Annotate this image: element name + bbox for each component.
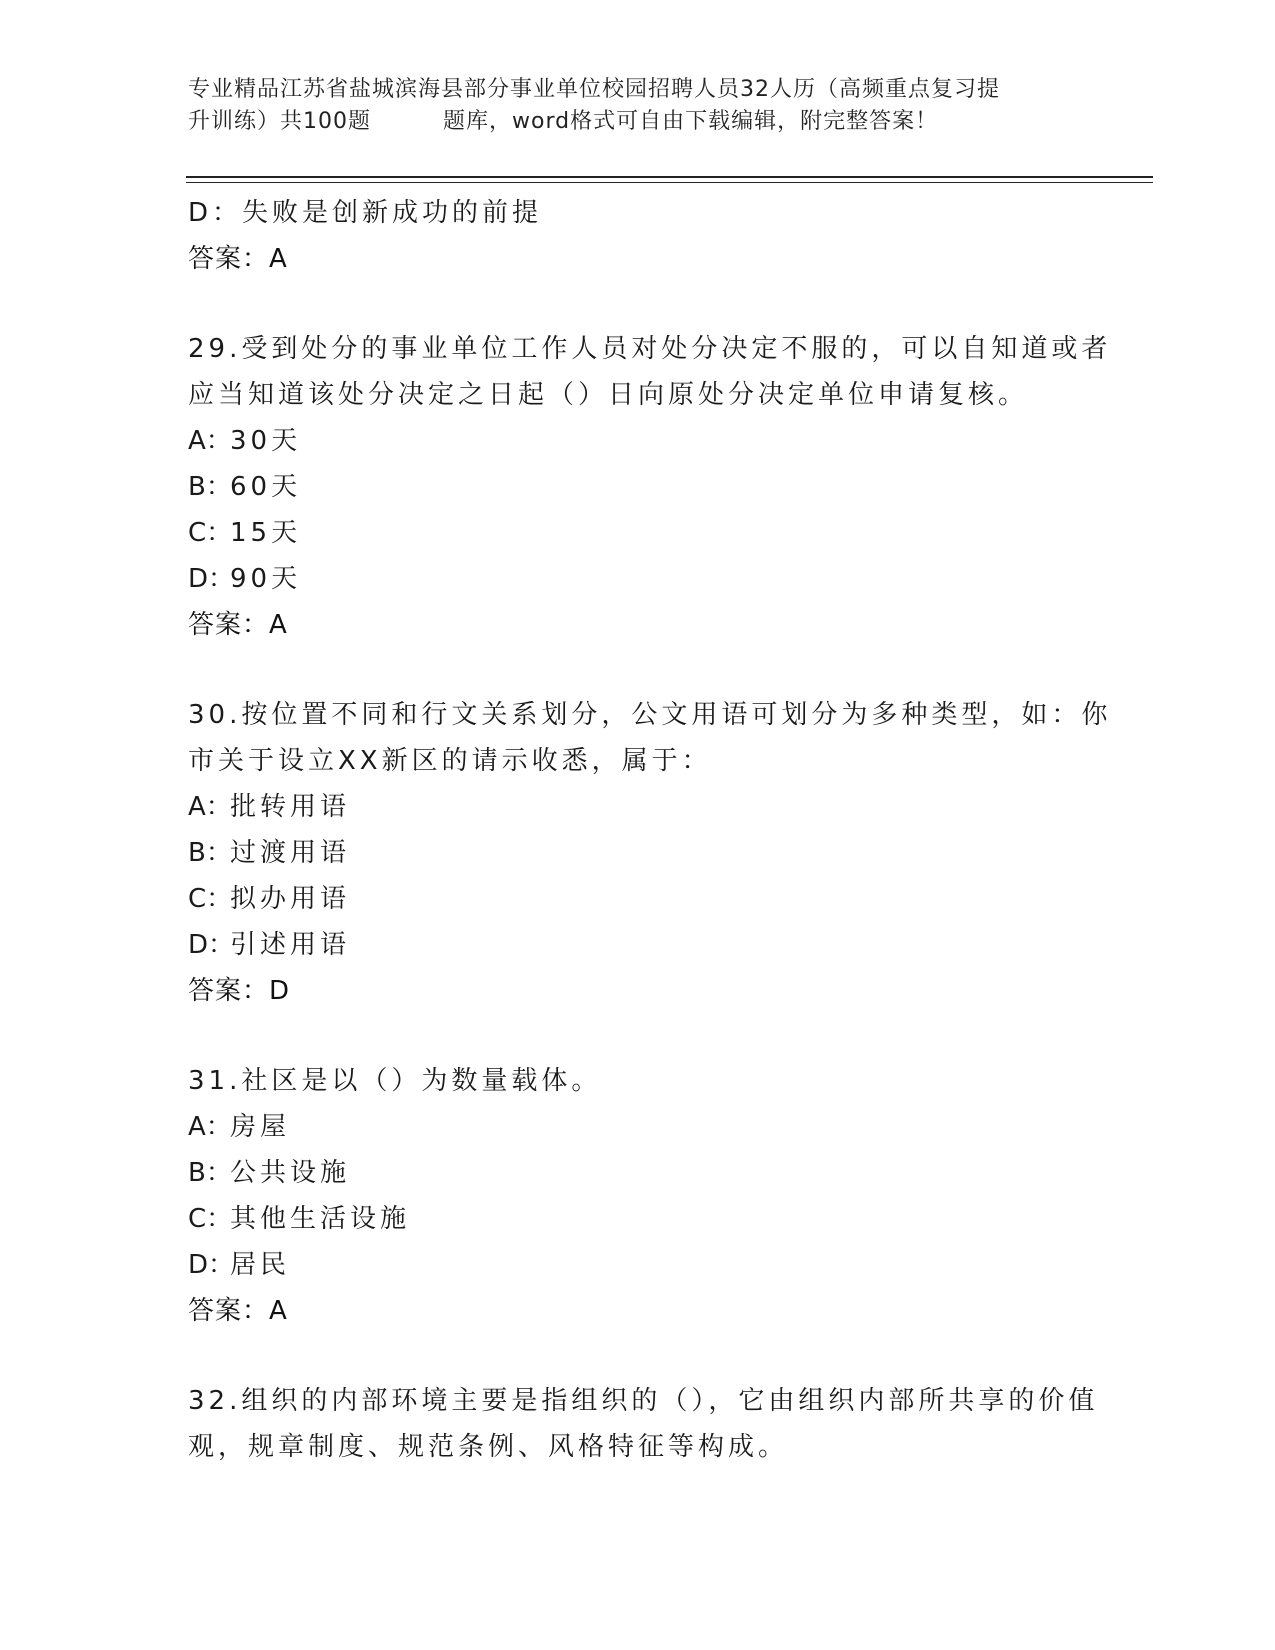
- option-text: 过渡用语: [230, 838, 351, 868]
- option-text: 批转用语: [230, 792, 351, 822]
- question-stem: [188, 692, 1112, 784]
- question-30: [188, 692, 1112, 1014]
- header-title-line-2: [188, 106, 1088, 138]
- option-text: 公共设施: [230, 1158, 351, 1188]
- question-answer: 答案：D: [188, 976, 291, 1006]
- option-text: 房屋: [230, 1112, 291, 1142]
- option-key: C：: [188, 1204, 233, 1234]
- option-d: [188, 922, 1088, 968]
- option-text: 90天: [230, 564, 302, 594]
- prev-question-option-d: D：失败是创新成功的前提: [188, 198, 543, 228]
- option-key: A：: [188, 426, 232, 456]
- header-title-part-b: 题库，word格式可自由下载编辑，附完整答案！: [443, 109, 939, 134]
- option-text: 居民: [230, 1250, 291, 1280]
- option-key: C：: [188, 884, 233, 914]
- question-answer: 答案：A: [188, 610, 288, 640]
- option-c: [188, 876, 1088, 922]
- question-answer: 答案：A: [188, 1296, 288, 1326]
- option-text: 拟办用语: [230, 884, 351, 914]
- question-stem: [188, 326, 1112, 418]
- question-list: [188, 190, 1112, 1470]
- option-key: D：: [188, 564, 235, 594]
- option-a: [188, 418, 1088, 464]
- question-stem-line: 31.社区是以（）为数量载体。: [188, 1066, 602, 1096]
- header-title-part-a: 升训练）共100题: [188, 109, 371, 134]
- question-stem-line: 市关于设立XX新区的请示收悉，属于：: [188, 746, 712, 776]
- option-b: [188, 1150, 1088, 1196]
- question-32: [188, 1378, 1099, 1470]
- question-stem-line: 30.按位置不同和行文关系划分，公文用语可划分为多种类型，如：你: [188, 700, 1112, 730]
- prev-question-answer: 答案：A: [188, 244, 288, 274]
- header-title-line-1: 专业精品江苏省盐城滨海县部分事业单位校园招聘人员32人历（高频重点复习提: [188, 77, 1000, 102]
- option-key: B：: [188, 1158, 232, 1188]
- option-c: [188, 510, 1088, 556]
- option-key: B：: [188, 472, 232, 502]
- question-stem-line: 32.组织的内部环境主要是指组织的（），它由组织内部所共享的价值: [188, 1386, 1099, 1416]
- option-text: 60天: [230, 472, 302, 502]
- option-key: D：: [188, 930, 235, 960]
- option-b: [188, 830, 1088, 876]
- question-31: [188, 1058, 1088, 1334]
- header-divider-thin: [186, 182, 1153, 183]
- option-a: [188, 1104, 1088, 1150]
- option-b: [188, 464, 1088, 510]
- option-d: [188, 1242, 1088, 1288]
- option-key: A：: [188, 1112, 232, 1142]
- question-stem: [188, 1058, 1088, 1104]
- question-stem-line: 29.受到处分的事业单位工作人员对处分决定不服的，可以自知道或者: [188, 334, 1112, 364]
- question-stem-line: 应当知道该处分决定之日起（）日向原处分决定单位申请复核。: [188, 380, 1029, 410]
- option-key: B：: [188, 838, 232, 868]
- option-c: [188, 1196, 1088, 1242]
- question-stem-line: 观，规章制度、规范条例、风格特征等构成。: [188, 1432, 789, 1462]
- option-key: D：: [188, 1250, 235, 1280]
- option-a: [188, 784, 1088, 830]
- option-text: 引述用语: [230, 930, 351, 960]
- option-text: 30天: [230, 426, 302, 456]
- option-text: 其他生活设施: [230, 1204, 411, 1234]
- page-header: [188, 74, 1088, 138]
- option-d: [188, 556, 1088, 602]
- option-key: C：: [188, 518, 233, 548]
- header-divider-thick: [186, 176, 1153, 178]
- option-key: A：: [188, 792, 232, 822]
- option-text: 15天: [230, 518, 302, 548]
- question-29: [188, 326, 1112, 648]
- question-stem: [188, 1378, 1099, 1470]
